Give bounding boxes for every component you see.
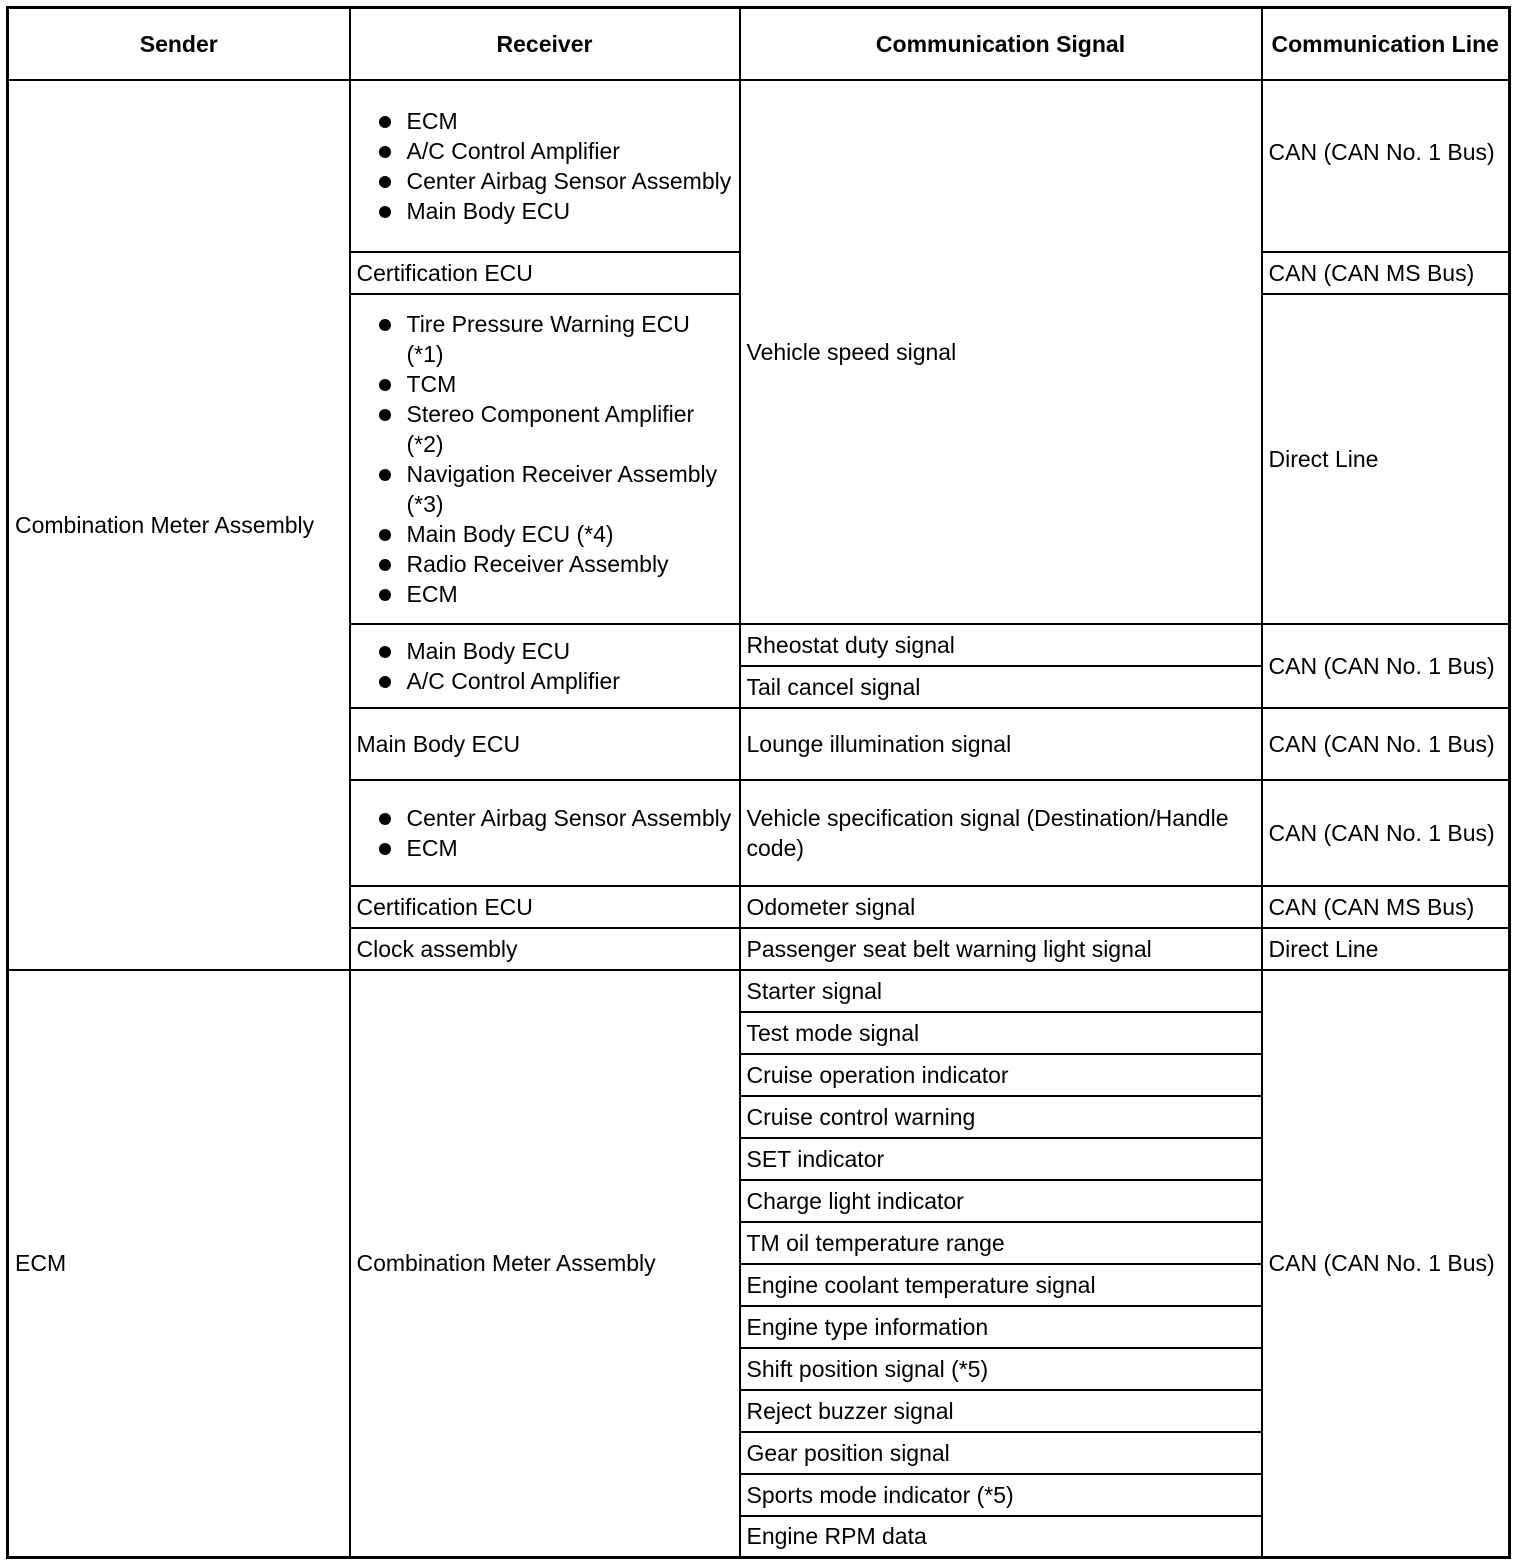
header-receiver: Receiver bbox=[350, 8, 740, 80]
receiver-list bbox=[357, 106, 733, 226]
line-cell: CAN (CAN MS Bus) bbox=[1262, 886, 1510, 928]
signal-cell: Odometer signal bbox=[740, 886, 1262, 928]
signal-cell: Passenger seat belt warning light signal bbox=[740, 928, 1262, 970]
signal-cell: Engine type information bbox=[740, 1306, 1262, 1348]
receiver-list bbox=[357, 309, 733, 609]
list-item: A/C Control Amplifier bbox=[377, 666, 733, 696]
line-cell: CAN (CAN No. 1 Bus) bbox=[1262, 780, 1510, 886]
list-item: Center Airbag Sensor Assembly bbox=[377, 166, 733, 196]
line-cell: CAN (CAN No. 1 Bus) bbox=[1262, 708, 1510, 780]
table-row bbox=[8, 80, 1510, 252]
signal-cell: Gear position signal bbox=[740, 1432, 1262, 1474]
sender-cell: Combination Meter Assembly bbox=[8, 80, 350, 970]
signal-cell: Test mode signal bbox=[740, 1012, 1262, 1054]
header-row bbox=[8, 8, 1510, 80]
list-item: Navigation Receiver Assembly (*3) bbox=[377, 459, 733, 519]
list-item: A/C Control Amplifier bbox=[377, 136, 733, 166]
line-cell: Direct Line bbox=[1262, 928, 1510, 970]
signal-cell: Vehicle speed signal bbox=[740, 80, 1262, 624]
header-line: Communication Line bbox=[1262, 8, 1510, 80]
receiver-cell: Main Body ECU bbox=[350, 708, 740, 780]
signal-cell: Reject buzzer signal bbox=[740, 1390, 1262, 1432]
receiver-cell bbox=[350, 780, 740, 886]
list-item: TCM bbox=[377, 369, 733, 399]
communication-table bbox=[6, 6, 1511, 1559]
line-cell: CAN (CAN No. 1 Bus) bbox=[1262, 970, 1510, 1558]
line-cell: CAN (CAN No. 1 Bus) bbox=[1262, 80, 1510, 252]
signal-cell: Engine coolant temperature signal bbox=[740, 1264, 1262, 1306]
receiver-cell bbox=[350, 80, 740, 252]
ecm-section bbox=[8, 970, 1510, 1558]
list-item: Main Body ECU bbox=[377, 636, 733, 666]
signal-cell: Vehicle specification signal (Destination/Handle code) bbox=[740, 780, 1262, 886]
list-item: Center Airbag Sensor Assembly bbox=[377, 803, 733, 833]
signal-cell: Engine RPM data bbox=[740, 1516, 1262, 1558]
line-cell: CAN (CAN MS Bus) bbox=[1262, 252, 1510, 294]
signal-cell: Tail cancel signal bbox=[740, 666, 1262, 708]
receiver-cell: Clock assembly bbox=[350, 928, 740, 970]
header-sender: Sender bbox=[8, 8, 350, 80]
line-cell: CAN (CAN No. 1 Bus) bbox=[1262, 624, 1510, 708]
list-item: Main Body ECU bbox=[377, 196, 733, 226]
receiver-cell: Combination Meter Assembly bbox=[350, 970, 740, 1558]
receiver-list bbox=[357, 636, 733, 696]
sender-cell: ECM bbox=[8, 970, 350, 1558]
signal-cell: Lounge illumination signal bbox=[740, 708, 1262, 780]
signal-cell: Cruise control warning bbox=[740, 1096, 1262, 1138]
signal-cell: SET indicator bbox=[740, 1138, 1262, 1180]
signal-cell: Charge light indicator bbox=[740, 1180, 1262, 1222]
signal-cell: Sports mode indicator (*5) bbox=[740, 1474, 1262, 1516]
list-item: ECM bbox=[377, 833, 733, 863]
signal-cell: Starter signal bbox=[740, 970, 1262, 1012]
list-item: ECM bbox=[377, 579, 733, 609]
signal-cell: Shift position signal (*5) bbox=[740, 1348, 1262, 1390]
header-signal: Communication Signal bbox=[740, 8, 1262, 80]
list-item: Stereo Component Amplifier (*2) bbox=[377, 399, 733, 459]
list-item: Tire Pressure Warning ECU (*1) bbox=[377, 309, 733, 369]
signal-cell: Cruise operation indicator bbox=[740, 1054, 1262, 1096]
receiver-cell bbox=[350, 294, 740, 624]
receiver-cell bbox=[350, 624, 740, 708]
list-item: Radio Receiver Assembly bbox=[377, 549, 733, 579]
line-cell: Direct Line bbox=[1262, 294, 1510, 624]
receiver-cell: Certification ECU bbox=[350, 252, 740, 294]
receiver-cell: Certification ECU bbox=[350, 886, 740, 928]
table-row bbox=[8, 970, 1510, 1012]
list-item: ECM bbox=[377, 106, 733, 136]
signal-cell: TM oil temperature range bbox=[740, 1222, 1262, 1264]
list-item: Main Body ECU (*4) bbox=[377, 519, 733, 549]
receiver-list bbox=[357, 803, 733, 863]
signal-cell: Rheostat duty signal bbox=[740, 624, 1262, 666]
